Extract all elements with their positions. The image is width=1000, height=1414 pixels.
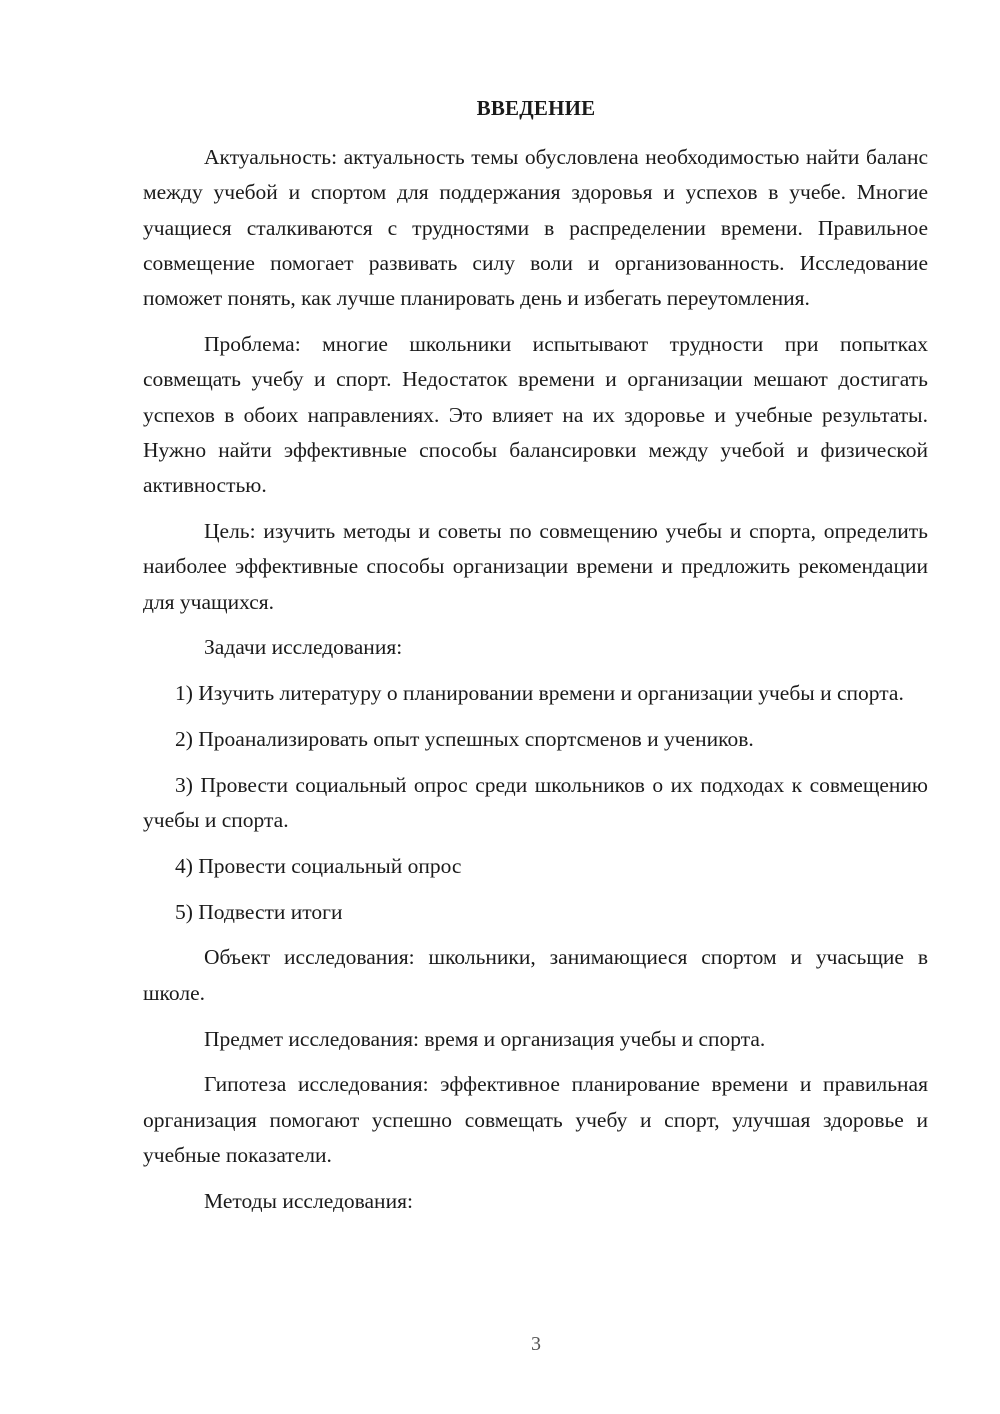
list-item-task-2: 2) Проанализировать опыт успешных спортсменов и учеников. [175,726,754,751]
list-item-task-1: 1) Изучить литературу о планировании времени и организации учебы и спорта. [175,681,904,706]
paragraph-relevance: Актуальность: актуальность темы обусловлена необходимостью найти баланс между учебой и спортом для поддержания здоровья и успехов в учебе. Многие учащиеся сталкиваются с трудностями в распределении времени. Правильное совмещение помогает развивать силу воли и организованность. Исследование поможет понять, как лучше планировать день и избегать переутомления. [143,145,928,311]
paragraph-problem: Проблема: многие школьники испытывают трудности при попытках совмещать учебу и спорт. Недостаток времени и организации мешают достигать успехов в обоих направлениях. Это влияет на их здоровье и учебные результаты. Нужно найти эффективные способы балансировки между учебой и физической активностью. [143,331,928,498]
paragraph-goal: Цель: изучить методы и советы по совмещению учебы и спорта, определить наиболее эффективные способы организации времени и предложить рекомендации для учащихся. [143,518,928,614]
list-item-task-5: 5) Подвести итоги [175,899,343,924]
page-title: ВВЕДЕНИЕ [476,96,596,120]
paragraph-methods: Методы исследования: [204,1188,413,1213]
paragraph-tasks-heading: Задачи исследования: [204,635,403,660]
paragraph-subject: Предмет исследования: время и организация учебы и спорта. [204,1026,766,1051]
list-item-task-4: 4) Провести социальный опрос [175,853,462,878]
paragraph-object: Объект исследования: школьники, занимающиеся спортом и учасьщие в школе. [143,945,928,1005]
page-number: 3 [531,1333,541,1355]
paragraph-hypothesis: Гипотеза исследования: эффективное планирование времени и правильная организация помогают успешно совмещать учебу и спорт, улучшая здоровье и учебные показатели. [143,1072,928,1167]
list-item-task-3: 3) Провести социальный опрос среди школьников о их подходах к совмещению учебы и спорта. [143,772,928,833]
body-text [143,140,928,1230]
